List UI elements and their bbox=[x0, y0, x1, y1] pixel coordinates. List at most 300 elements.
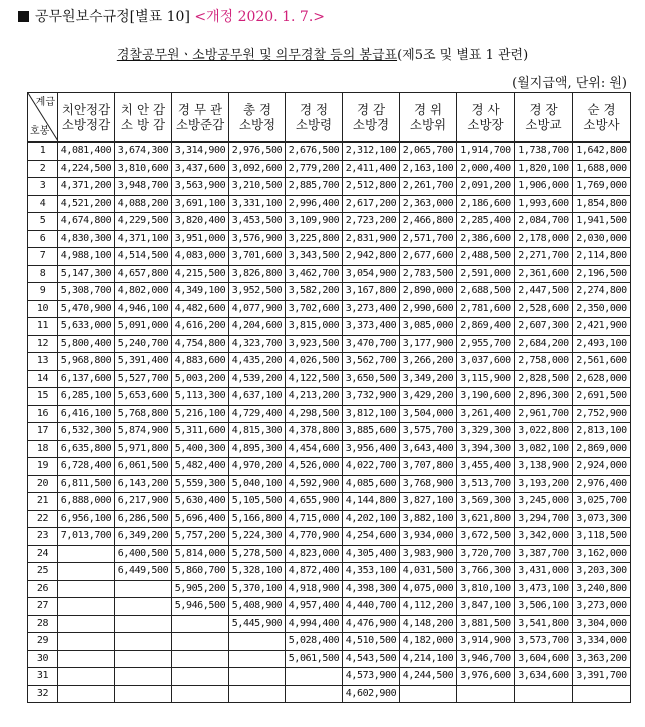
step-number-cell: 19 bbox=[28, 458, 58, 476]
salary-cell bbox=[573, 685, 631, 703]
salary-cell: 2,996,400 bbox=[286, 195, 343, 213]
salary-cell: 4,543,500 bbox=[343, 650, 400, 668]
salary-cell: 2,312,100 bbox=[343, 142, 400, 160]
salary-cell: 3,948,700 bbox=[115, 178, 172, 196]
salary-cell: 4,182,000 bbox=[400, 633, 457, 651]
salary-cell: 5,757,200 bbox=[172, 528, 229, 546]
step-number-cell: 30 bbox=[28, 650, 58, 668]
salary-cell: 4,454,600 bbox=[286, 440, 343, 458]
salary-cell bbox=[58, 598, 115, 616]
salary-cell: 2,274,800 bbox=[573, 283, 631, 301]
salary-cell: 3,504,000 bbox=[400, 405, 457, 423]
salary-cell: 3,109,900 bbox=[286, 213, 343, 231]
salary-cell: 4,770,900 bbox=[286, 528, 343, 546]
salary-cell: 5,633,000 bbox=[58, 318, 115, 336]
salary-cell: 4,602,900 bbox=[343, 685, 400, 703]
salary-cell: 3,394,300 bbox=[457, 440, 515, 458]
salary-cell: 2,421,900 bbox=[573, 318, 631, 336]
corner-cell bbox=[28, 93, 58, 143]
salary-cell: 5,696,400 bbox=[172, 510, 229, 528]
column-header bbox=[400, 93, 457, 143]
salary-cell: 3,604,600 bbox=[515, 650, 573, 668]
fire-rank-label: 소방장 bbox=[467, 117, 504, 132]
salary-cell bbox=[229, 650, 286, 668]
salary-cell: 3,082,100 bbox=[515, 440, 573, 458]
salary-cell: 4,112,200 bbox=[400, 598, 457, 616]
salary-cell: 5,946,500 bbox=[172, 598, 229, 616]
salary-cell: 3,273,400 bbox=[343, 300, 400, 318]
step-number-cell: 21 bbox=[28, 493, 58, 511]
salary-cell bbox=[457, 685, 515, 703]
salary-cell: 4,244,500 bbox=[400, 668, 457, 686]
salary-cell: 2,488,500 bbox=[457, 248, 515, 266]
salary-cell: 5,905,200 bbox=[172, 580, 229, 598]
salary-cell bbox=[115, 598, 172, 616]
step-number-cell: 20 bbox=[28, 475, 58, 493]
salary-cell: 2,000,400 bbox=[457, 160, 515, 178]
salary-cell: 2,163,100 bbox=[400, 160, 457, 178]
step-number-cell: 11 bbox=[28, 318, 58, 336]
salary-cell: 3,946,700 bbox=[457, 650, 515, 668]
salary-cell: 4,946,100 bbox=[115, 300, 172, 318]
salary-cell: 3,470,700 bbox=[343, 335, 400, 353]
salary-cell: 5,311,600 bbox=[172, 423, 229, 441]
salary-cell: 3,983,900 bbox=[400, 545, 457, 563]
salary-cell: 2,178,000 bbox=[515, 230, 573, 248]
salary-cell: 3,373,400 bbox=[343, 318, 400, 336]
salary-cell: 4,371,100 bbox=[115, 230, 172, 248]
salary-cell: 2,813,100 bbox=[573, 423, 631, 441]
salary-cell: 3,118,500 bbox=[573, 528, 631, 546]
salary-cell: 5,768,800 bbox=[115, 405, 172, 423]
salary-cell: 3,702,600 bbox=[286, 300, 343, 318]
salary-cell: 2,758,000 bbox=[515, 353, 573, 371]
step-number-cell: 17 bbox=[28, 423, 58, 441]
salary-cell: 3,576,900 bbox=[229, 230, 286, 248]
step-number-cell: 14 bbox=[28, 370, 58, 388]
table-row bbox=[28, 580, 631, 598]
step-number-cell: 2 bbox=[28, 160, 58, 178]
salary-cell: 3,812,100 bbox=[343, 405, 400, 423]
salary-cell: 3,810,600 bbox=[115, 160, 172, 178]
salary-cell: 4,298,500 bbox=[286, 405, 343, 423]
salary-cell: 4,371,200 bbox=[58, 178, 115, 196]
table-row bbox=[28, 160, 631, 178]
salary-cell: 3,177,900 bbox=[400, 335, 457, 353]
salary-cell: 3,437,600 bbox=[172, 160, 229, 178]
police-rank-label: 치안정감 bbox=[61, 102, 111, 117]
salary-cell: 2,831,900 bbox=[343, 230, 400, 248]
salary-cell: 2,723,200 bbox=[343, 213, 400, 231]
police-rank-label: 경 감 bbox=[356, 102, 386, 117]
salary-cell bbox=[172, 633, 229, 651]
table-row bbox=[28, 563, 631, 581]
table-row bbox=[28, 458, 631, 476]
salary-cell: 3,810,100 bbox=[457, 580, 515, 598]
salary-cell: 6,416,100 bbox=[58, 405, 115, 423]
salary-cell: 2,924,000 bbox=[573, 458, 631, 476]
salary-cell: 3,976,600 bbox=[457, 668, 515, 686]
salary-cell: 2,363,000 bbox=[400, 195, 457, 213]
salary-cell: 3,273,000 bbox=[573, 598, 631, 616]
salary-cell bbox=[115, 615, 172, 633]
salary-cell: 4,144,800 bbox=[343, 493, 400, 511]
police-rank-label: 총 경 bbox=[242, 102, 272, 117]
fire-rank-label: 소방준감 bbox=[175, 117, 225, 132]
salary-cell: 2,030,000 bbox=[573, 230, 631, 248]
salary-cell: 2,617,200 bbox=[343, 195, 400, 213]
table-row bbox=[28, 178, 631, 196]
salary-cell: 6,285,100 bbox=[58, 388, 115, 406]
salary-cell: 3,621,800 bbox=[457, 510, 515, 528]
salary-cell: 3,329,300 bbox=[457, 423, 515, 441]
salary-cell: 2,976,400 bbox=[573, 475, 631, 493]
salary-cell: 5,028,400 bbox=[286, 633, 343, 651]
salary-cell: 2,781,600 bbox=[457, 300, 515, 318]
salary-cell: 4,349,100 bbox=[172, 283, 229, 301]
salary-cell: 4,476,900 bbox=[343, 615, 400, 633]
salary-cell: 3,952,500 bbox=[229, 283, 286, 301]
salary-cell: 5,105,500 bbox=[229, 493, 286, 511]
salary-cell: 3,473,100 bbox=[515, 580, 573, 598]
salary-cell: 4,026,500 bbox=[286, 353, 343, 371]
police-rank-label: 치 안 감 bbox=[120, 102, 166, 117]
salary-cell: 3,885,600 bbox=[343, 423, 400, 441]
salary-cell bbox=[115, 633, 172, 651]
table-row bbox=[28, 633, 631, 651]
salary-cell bbox=[286, 668, 343, 686]
salary-cell: 2,828,500 bbox=[515, 370, 573, 388]
salary-cell: 2,942,800 bbox=[343, 248, 400, 266]
salary-cell: 5,653,600 bbox=[115, 388, 172, 406]
salary-cell: 3,085,000 bbox=[400, 318, 457, 336]
salary-cell: 2,591,000 bbox=[457, 265, 515, 283]
salary-cell: 3,914,900 bbox=[457, 633, 515, 651]
salary-cell: 4,514,500 bbox=[115, 248, 172, 266]
table-row bbox=[28, 230, 631, 248]
salary-cell: 5,003,200 bbox=[172, 370, 229, 388]
salary-cell: 2,677,600 bbox=[400, 248, 457, 266]
salary-cell: 3,245,000 bbox=[515, 493, 573, 511]
salary-cell: 5,630,400 bbox=[172, 493, 229, 511]
salary-cell: 3,190,600 bbox=[457, 388, 515, 406]
salary-cell: 3,266,200 bbox=[400, 353, 457, 371]
salary-cell: 4,918,900 bbox=[286, 580, 343, 598]
table-row bbox=[28, 142, 631, 160]
step-number-cell: 10 bbox=[28, 300, 58, 318]
step-number-cell: 5 bbox=[28, 213, 58, 231]
salary-cell bbox=[115, 580, 172, 598]
salary-cell: 4,398,300 bbox=[343, 580, 400, 598]
salary-cell: 5,224,300 bbox=[229, 528, 286, 546]
salary-cell: 2,691,500 bbox=[573, 388, 631, 406]
salary-cell: 2,684,200 bbox=[515, 335, 573, 353]
salary-cell: 2,976,500 bbox=[229, 142, 286, 160]
salary-cell: 5,874,900 bbox=[115, 423, 172, 441]
salary-cell bbox=[172, 685, 229, 703]
salary-cell bbox=[58, 668, 115, 686]
salary-cell: 3,820,400 bbox=[172, 213, 229, 231]
salary-cell: 5,166,800 bbox=[229, 510, 286, 528]
step-number-cell: 4 bbox=[28, 195, 58, 213]
salary-cell: 2,285,400 bbox=[457, 213, 515, 231]
salary-cell: 2,607,300 bbox=[515, 318, 573, 336]
salary-cell: 4,872,400 bbox=[286, 563, 343, 581]
salary-cell: 3,025,700 bbox=[573, 493, 631, 511]
salary-cell: 4,802,000 bbox=[115, 283, 172, 301]
salary-cell: 4,521,200 bbox=[58, 195, 115, 213]
salary-cell bbox=[115, 685, 172, 703]
salary-cell: 4,085,600 bbox=[343, 475, 400, 493]
salary-cell: 2,493,100 bbox=[573, 335, 631, 353]
table-row bbox=[28, 370, 631, 388]
step-number-cell: 26 bbox=[28, 580, 58, 598]
fire-rank-label: 소방경 bbox=[352, 117, 390, 132]
table-title-suffix: (제5조 및 별표 1 관련) bbox=[397, 48, 529, 63]
salary-cell: 4,729,400 bbox=[229, 405, 286, 423]
salary-cell: 2,271,700 bbox=[515, 248, 573, 266]
fire-rank-label: 소방교 bbox=[525, 117, 562, 132]
salary-cell: 4,088,200 bbox=[115, 195, 172, 213]
police-rank-label: 경 정 bbox=[299, 102, 329, 117]
salary-cell: 3,387,700 bbox=[515, 545, 573, 563]
salary-cell: 2,752,900 bbox=[573, 405, 631, 423]
salary-cell: 3,707,800 bbox=[400, 458, 457, 476]
salary-cell: 3,391,700 bbox=[573, 668, 631, 686]
salary-cell: 2,361,600 bbox=[515, 265, 573, 283]
salary-cell: 3,193,200 bbox=[515, 475, 573, 493]
salary-cell: 4,224,500 bbox=[58, 160, 115, 178]
salary-cell: 3,882,100 bbox=[400, 510, 457, 528]
salary-cell: 3,304,000 bbox=[573, 615, 631, 633]
table-row bbox=[28, 283, 631, 301]
salary-cell: 4,202,100 bbox=[343, 510, 400, 528]
fire-rank-label: 소 방 감 bbox=[120, 117, 166, 132]
table-row bbox=[28, 685, 631, 703]
salary-cell: 4,657,800 bbox=[115, 265, 172, 283]
salary-cell: 4,830,300 bbox=[58, 230, 115, 248]
salary-cell: 4,715,000 bbox=[286, 510, 343, 528]
salary-cell: 2,114,800 bbox=[573, 248, 631, 266]
salary-cell: 2,447,500 bbox=[515, 283, 573, 301]
salary-cell: 4,883,600 bbox=[172, 353, 229, 371]
revision-note: <개정 2020. 1. 7.> bbox=[194, 9, 326, 25]
unit-note: (월지급액, 단위: 원) bbox=[512, 76, 627, 91]
salary-cell: 3,073,300 bbox=[573, 510, 631, 528]
table-title bbox=[0, 44, 645, 63]
salary-cell: 5,527,700 bbox=[115, 370, 172, 388]
step-number-cell: 29 bbox=[28, 633, 58, 651]
salary-cell: 1,993,600 bbox=[515, 195, 573, 213]
step-number-cell: 13 bbox=[28, 353, 58, 371]
salary-cell: 5,061,500 bbox=[286, 650, 343, 668]
step-number-cell: 6 bbox=[28, 230, 58, 248]
salary-cell bbox=[229, 685, 286, 703]
salary-cell: 3,672,500 bbox=[457, 528, 515, 546]
salary-table bbox=[27, 92, 631, 703]
salary-cell: 2,676,500 bbox=[286, 142, 343, 160]
table-row bbox=[28, 440, 631, 458]
salary-cell: 3,429,200 bbox=[400, 388, 457, 406]
salary-cell: 2,783,500 bbox=[400, 265, 457, 283]
salary-cell: 6,811,500 bbox=[58, 475, 115, 493]
salary-cell bbox=[115, 650, 172, 668]
salary-cell: 6,286,500 bbox=[115, 510, 172, 528]
table-row bbox=[28, 545, 631, 563]
column-header bbox=[115, 93, 172, 143]
salary-cell: 6,137,600 bbox=[58, 370, 115, 388]
salary-cell: 2,091,200 bbox=[457, 178, 515, 196]
salary-cell: 2,411,400 bbox=[343, 160, 400, 178]
salary-cell: 1,769,000 bbox=[573, 178, 631, 196]
salary-cell bbox=[58, 650, 115, 668]
salary-cell: 5,278,500 bbox=[229, 545, 286, 563]
table-row bbox=[28, 598, 631, 616]
salary-cell bbox=[115, 668, 172, 686]
table-row bbox=[28, 650, 631, 668]
salary-cell: 3,314,900 bbox=[172, 142, 229, 160]
step-number-cell: 24 bbox=[28, 545, 58, 563]
salary-cell: 5,113,300 bbox=[172, 388, 229, 406]
salary-cell: 2,869,400 bbox=[457, 318, 515, 336]
step-number-cell: 23 bbox=[28, 528, 58, 546]
salary-cell: 2,261,700 bbox=[400, 178, 457, 196]
salary-cell: 5,308,700 bbox=[58, 283, 115, 301]
salary-cell: 4,353,100 bbox=[343, 563, 400, 581]
salary-cell: 3,563,900 bbox=[172, 178, 229, 196]
salary-cell: 4,510,500 bbox=[343, 633, 400, 651]
salary-cell: 3,363,200 bbox=[573, 650, 631, 668]
step-number-cell: 22 bbox=[28, 510, 58, 528]
salary-cell bbox=[172, 615, 229, 633]
salary-cell: 4,229,500 bbox=[115, 213, 172, 231]
table-title-main: 경찰공무원ㆍ소방공무원 및 의무경찰 등의 봉급표 bbox=[116, 48, 398, 63]
salary-cell: 2,065,700 bbox=[400, 142, 457, 160]
salary-cell: 3,881,500 bbox=[457, 615, 515, 633]
salary-cell: 4,323,700 bbox=[229, 335, 286, 353]
salary-cell: 4,482,600 bbox=[172, 300, 229, 318]
salary-cell: 4,994,400 bbox=[286, 615, 343, 633]
salary-cell: 2,961,700 bbox=[515, 405, 573, 423]
salary-cell: 6,061,500 bbox=[115, 458, 172, 476]
column-header bbox=[229, 93, 286, 143]
step-number-cell: 16 bbox=[28, 405, 58, 423]
salary-cell: 2,571,700 bbox=[400, 230, 457, 248]
salary-cell: 5,482,400 bbox=[172, 458, 229, 476]
table-row bbox=[28, 318, 631, 336]
salary-cell bbox=[172, 668, 229, 686]
column-header bbox=[286, 93, 343, 143]
salary-cell: 3,162,000 bbox=[573, 545, 631, 563]
salary-cell bbox=[58, 615, 115, 633]
salary-cell: 3,261,400 bbox=[457, 405, 515, 423]
salary-cell: 6,728,400 bbox=[58, 458, 115, 476]
table-row bbox=[28, 248, 631, 266]
salary-cell: 4,823,000 bbox=[286, 545, 343, 563]
step-number-cell: 28 bbox=[28, 615, 58, 633]
salary-cell: 3,732,900 bbox=[343, 388, 400, 406]
salary-cell: 2,350,000 bbox=[573, 300, 631, 318]
salary-cell: 2,688,500 bbox=[457, 283, 515, 301]
salary-cell: 4,305,400 bbox=[343, 545, 400, 563]
salary-cell bbox=[58, 563, 115, 581]
table-row bbox=[28, 195, 631, 213]
salary-cell: 2,885,700 bbox=[286, 178, 343, 196]
salary-cell: 6,143,200 bbox=[115, 475, 172, 493]
fire-rank-label: 소방정 bbox=[238, 117, 276, 132]
salary-cell: 1,688,000 bbox=[573, 160, 631, 178]
salary-cell: 4,213,200 bbox=[286, 388, 343, 406]
salary-cell: 4,815,300 bbox=[229, 423, 286, 441]
salary-cell bbox=[229, 633, 286, 651]
salary-cell: 2,779,200 bbox=[286, 160, 343, 178]
salary-cell bbox=[58, 545, 115, 563]
regulation-header bbox=[18, 6, 325, 26]
salary-cell: 4,148,200 bbox=[400, 615, 457, 633]
table-row bbox=[28, 353, 631, 371]
salary-cell: 3,092,600 bbox=[229, 160, 286, 178]
table-row bbox=[28, 405, 631, 423]
salary-cell: 4,214,100 bbox=[400, 650, 457, 668]
salary-cell: 2,528,600 bbox=[515, 300, 573, 318]
salary-cell: 2,990,600 bbox=[400, 300, 457, 318]
salary-cell bbox=[58, 633, 115, 651]
column-header bbox=[515, 93, 573, 143]
salary-cell: 6,956,100 bbox=[58, 510, 115, 528]
salary-cell: 3,575,700 bbox=[400, 423, 457, 441]
police-rank-label: 경 무 관 bbox=[177, 102, 223, 117]
salary-cell bbox=[400, 685, 457, 703]
salary-cell: 4,539,200 bbox=[229, 370, 286, 388]
salary-cell: 4,435,200 bbox=[229, 353, 286, 371]
salary-cell: 3,506,100 bbox=[515, 598, 573, 616]
salary-cell: 6,888,000 bbox=[58, 493, 115, 511]
salary-cell: 4,077,900 bbox=[229, 300, 286, 318]
step-number-cell: 3 bbox=[28, 178, 58, 196]
salary-cell: 3,934,000 bbox=[400, 528, 457, 546]
salary-cell: 1,914,700 bbox=[457, 142, 515, 160]
column-header bbox=[172, 93, 229, 143]
salary-cell: 3,225,800 bbox=[286, 230, 343, 248]
salary-cell: 7,013,700 bbox=[58, 528, 115, 546]
salary-cell: 3,815,000 bbox=[286, 318, 343, 336]
salary-cell: 4,022,700 bbox=[343, 458, 400, 476]
salary-cell: 2,512,800 bbox=[343, 178, 400, 196]
salary-cell: 5,445,900 bbox=[229, 615, 286, 633]
salary-cell: 4,254,600 bbox=[343, 528, 400, 546]
corner-label-step: 호봉 bbox=[30, 126, 50, 137]
salary-cell: 3,827,100 bbox=[400, 493, 457, 511]
step-number-cell: 7 bbox=[28, 248, 58, 266]
salary-cell bbox=[58, 580, 115, 598]
salary-cell: 5,559,300 bbox=[172, 475, 229, 493]
police-rank-label: 경 위 bbox=[413, 102, 443, 117]
table-row bbox=[28, 335, 631, 353]
salary-cell: 3,643,400 bbox=[400, 440, 457, 458]
step-number-cell: 8 bbox=[28, 265, 58, 283]
salary-cell: 2,896,300 bbox=[515, 388, 573, 406]
salary-cell: 5,968,800 bbox=[58, 353, 115, 371]
square-bullet-icon bbox=[18, 11, 29, 22]
salary-cell: 2,186,600 bbox=[457, 195, 515, 213]
salary-cell: 2,955,700 bbox=[457, 335, 515, 353]
step-number-cell: 9 bbox=[28, 283, 58, 301]
salary-cell: 6,449,500 bbox=[115, 563, 172, 581]
salary-cell: 3,701,600 bbox=[229, 248, 286, 266]
step-number-cell: 1 bbox=[28, 142, 58, 160]
salary-cell: 3,691,100 bbox=[172, 195, 229, 213]
salary-cell: 2,386,600 bbox=[457, 230, 515, 248]
